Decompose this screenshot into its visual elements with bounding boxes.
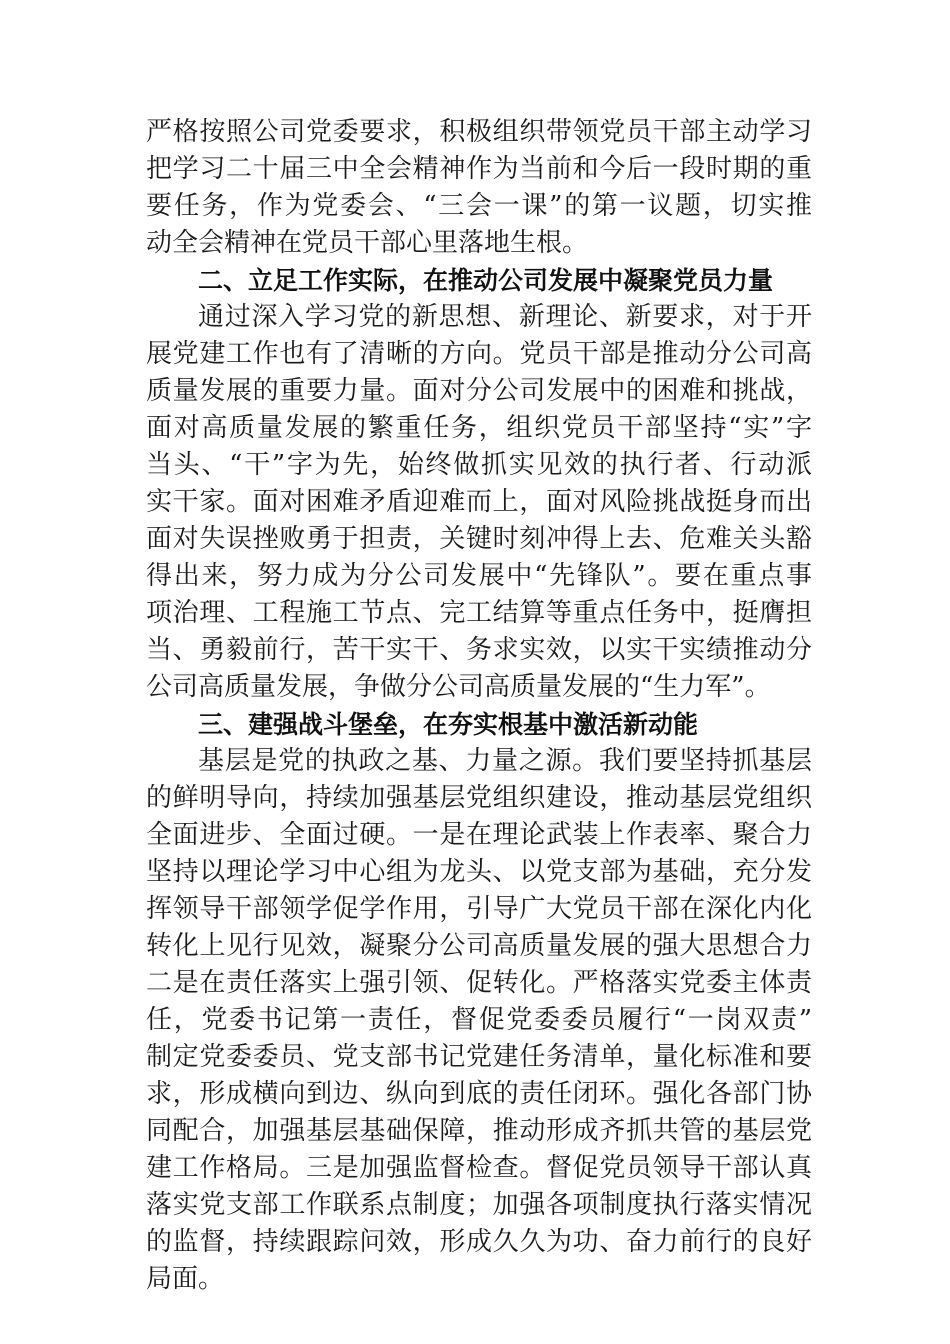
section-heading: 二、立足工作实际，在推动公司发展中凝聚党员力量	[198, 266, 774, 295]
text-line: 局面。	[146, 1264, 225, 1294]
text-line: 转化上见行见效，凝聚分公司高质量发展的强大思想合力	[146, 931, 812, 961]
text-line: 质量发展的重要力量。面对分公司发展中的困难和挑战，	[146, 376, 812, 406]
paragraph-intro	[146, 114, 812, 262]
document-page	[146, 114, 812, 1298]
text-line: 实干家。面对困难矛盾迎难而上，面对风险挑战挺身而出	[146, 487, 812, 517]
text-line: 通过深入学习党的新思想、新理论、新要求，对于开	[198, 302, 812, 332]
text-line: 任，党委书记第一责任，督促党委委员履行“一岗双责”	[146, 1005, 812, 1035]
text-line: 的鲜明导向，持续加强基层党组织建设，推动基层党组织	[146, 783, 812, 813]
text-line: 制定党委委员、党支部书记党建任务清单，量化标准和要	[146, 1042, 812, 1072]
text-line: 当、勇毅前行，苦干实干、务求实效，以实干实绩推动分	[146, 635, 812, 665]
text-line: 二是在责任落实上强引领、促转化。严格落实党委主体责	[146, 968, 812, 998]
text-line: 严格按照公司党委要求，积极组织带领党员干部主动学习	[146, 117, 812, 147]
text-line: 展党建工作也有了清晰的方向。党员干部是推动分公司高	[146, 339, 812, 369]
text-line: 落实党支部工作联系点制度；加强各项制度执行落实情况	[146, 1190, 812, 1220]
text-line: 当头、“干”字为先，始终做抓实见效的执行者、行动派	[146, 450, 812, 480]
text-line: 得出来，努力成为分公司发展中“先锋队”。要在重点事	[146, 561, 812, 591]
text-line: 基层是党的执政之基、力量之源。我们要坚持抓基层	[198, 746, 812, 776]
section-3	[146, 706, 812, 1298]
text-line: 的监督，持续跟踪问效，形成久久为功、奋力前行的良好	[146, 1227, 812, 1257]
text-line: 要任务，作为党委会、“三会一课”的第一议题，切实推	[146, 191, 812, 221]
text-line: 公司高质量发展，争做分公司高质量发展的“生力军”。	[146, 672, 771, 702]
text-line: 面对高质量发展的繁重任务，组织党员干部坚持“实”字	[146, 413, 812, 443]
text-line: 面对失误挫败勇于担责，关键时刻冲得上去、危难关头豁	[146, 524, 812, 554]
text-line: 把学习二十届三中全会精神作为当前和今后一段时期的重	[146, 154, 812, 184]
text-line: 求，形成横向到边、纵向到底的责任闭环。强化各部门协	[146, 1079, 812, 1109]
section-2	[146, 262, 812, 706]
text-line: 同配合，加强基层基础保障，推动形成齐抓共管的基层党	[146, 1116, 812, 1146]
text-line: 动全会精神在党员干部心里落地生根。	[146, 228, 589, 258]
text-line: 挥领导干部领学促学作用，引导广大党员干部在深化内化	[146, 894, 812, 924]
text-line: 项治理、工程施工节点、完工结算等重点任务中，挺膺担	[146, 598, 812, 628]
text-line: 全面进步、全面过硬。一是在理论武装上作表率、聚合力	[146, 820, 812, 850]
text-line: 建工作格局。三是加强监督检查。督促党员领导干部认真	[146, 1153, 812, 1183]
text-line: 坚持以理论学习中心组为龙头、以党支部为基础，充分发	[146, 857, 812, 887]
section-heading: 三、建强战斗堡垒，在夯实根基中激活新动能	[198, 710, 699, 739]
